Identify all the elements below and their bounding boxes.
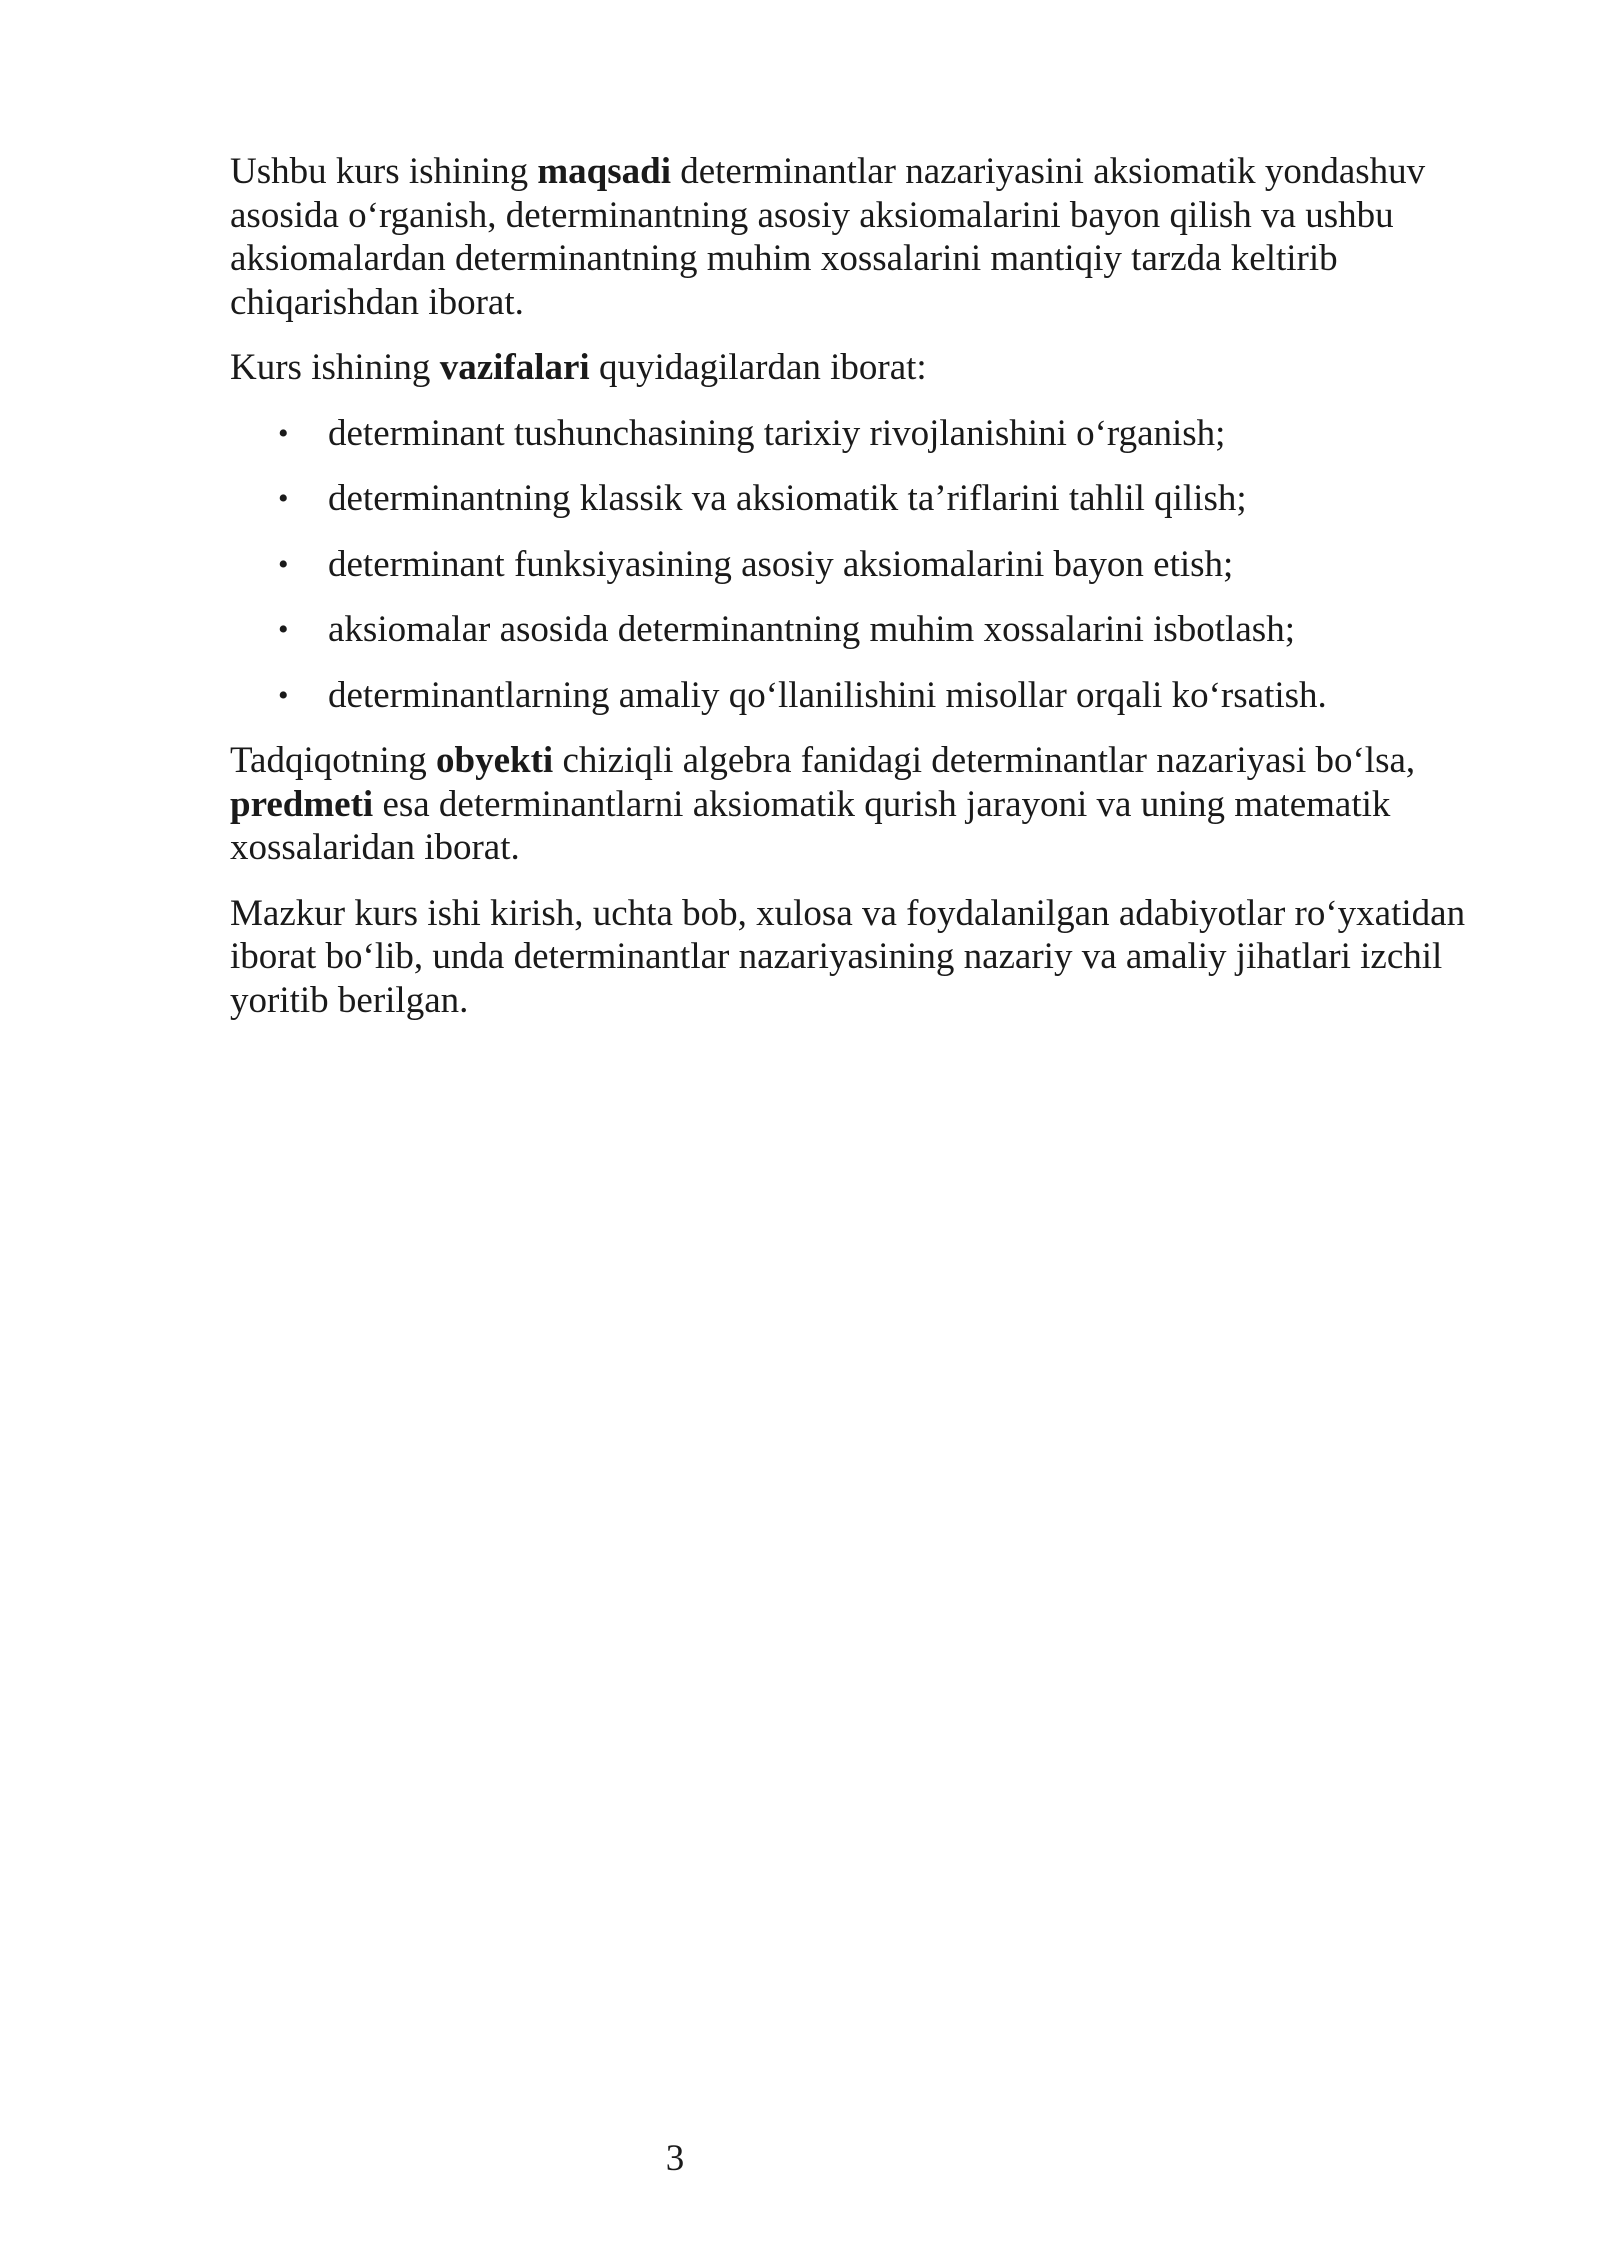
bullet-icon: • <box>278 416 289 450</box>
subject-keyword: predmeti <box>230 783 374 825</box>
list-item: • determinantlarning amaliy qo‘llanilishini misollar orqali ko‘rsatish. <box>278 674 1327 716</box>
bullet-icon: • <box>278 613 289 646</box>
page-body <box>230 150 1510 1044</box>
bullet-icon: • <box>278 547 289 581</box>
goal-keyword: maqsadi <box>537 151 671 192</box>
bullet-icon: • <box>278 678 289 712</box>
list-item: • determinant funksiyasining asosiy aksiomalarini bayon etish; <box>278 543 1234 585</box>
goal-paragraph: Ushbu kurs ishining maqsadi determinantlar nazariyasini aksiomatik yondashuv asosida o‘rganish, determinantning asosiy aksiomalarini bayon qilish va ushbu aksiomalardan determinantning muhim xossalarini mantiqiy tarzda keltirib chiqarishdan iborat. <box>230 151 1426 323</box>
object-paragraph: Tadqiqotning obyekti chiziqli algebra fanidagi determinantlar nazariyasi bo‘lsa, predmeti esa determinantlarni aksiomatik qurish jarayoni va uning matematik xossalaridan iborat. <box>230 740 1416 868</box>
tasks-intro-paragraph: Kurs ishining vazifalari quyidagilardan iborat: <box>230 347 927 388</box>
bullet-icon: • <box>278 482 289 515</box>
tasks-keyword: vazifalari <box>439 347 590 388</box>
list-item: • aksiomalar asosida determinantning muhim xossalarini isbotlash; <box>278 609 1295 650</box>
object-keyword: obyekti <box>436 740 554 781</box>
structure-paragraph: Mazkur kurs ishi kirish, uchta bob, xulosa va foydalanilgan adabiyotlar ro‘yxatidan iborat bo‘lib, unda determinantlar nazariyasining nazariy va amaliy jihatlari izchil yoritib berilgan. <box>230 892 1466 1021</box>
tasks-list <box>230 412 1510 718</box>
page-number: 3 <box>665 2138 685 2179</box>
list-item: • determinant tushunchasining tarixiy rivojlanishini o‘rganish; <box>278 412 1226 454</box>
list-item: • determinantning klassik va aksiomatik ta’riflarini tahlil qilish; <box>278 478 1247 519</box>
